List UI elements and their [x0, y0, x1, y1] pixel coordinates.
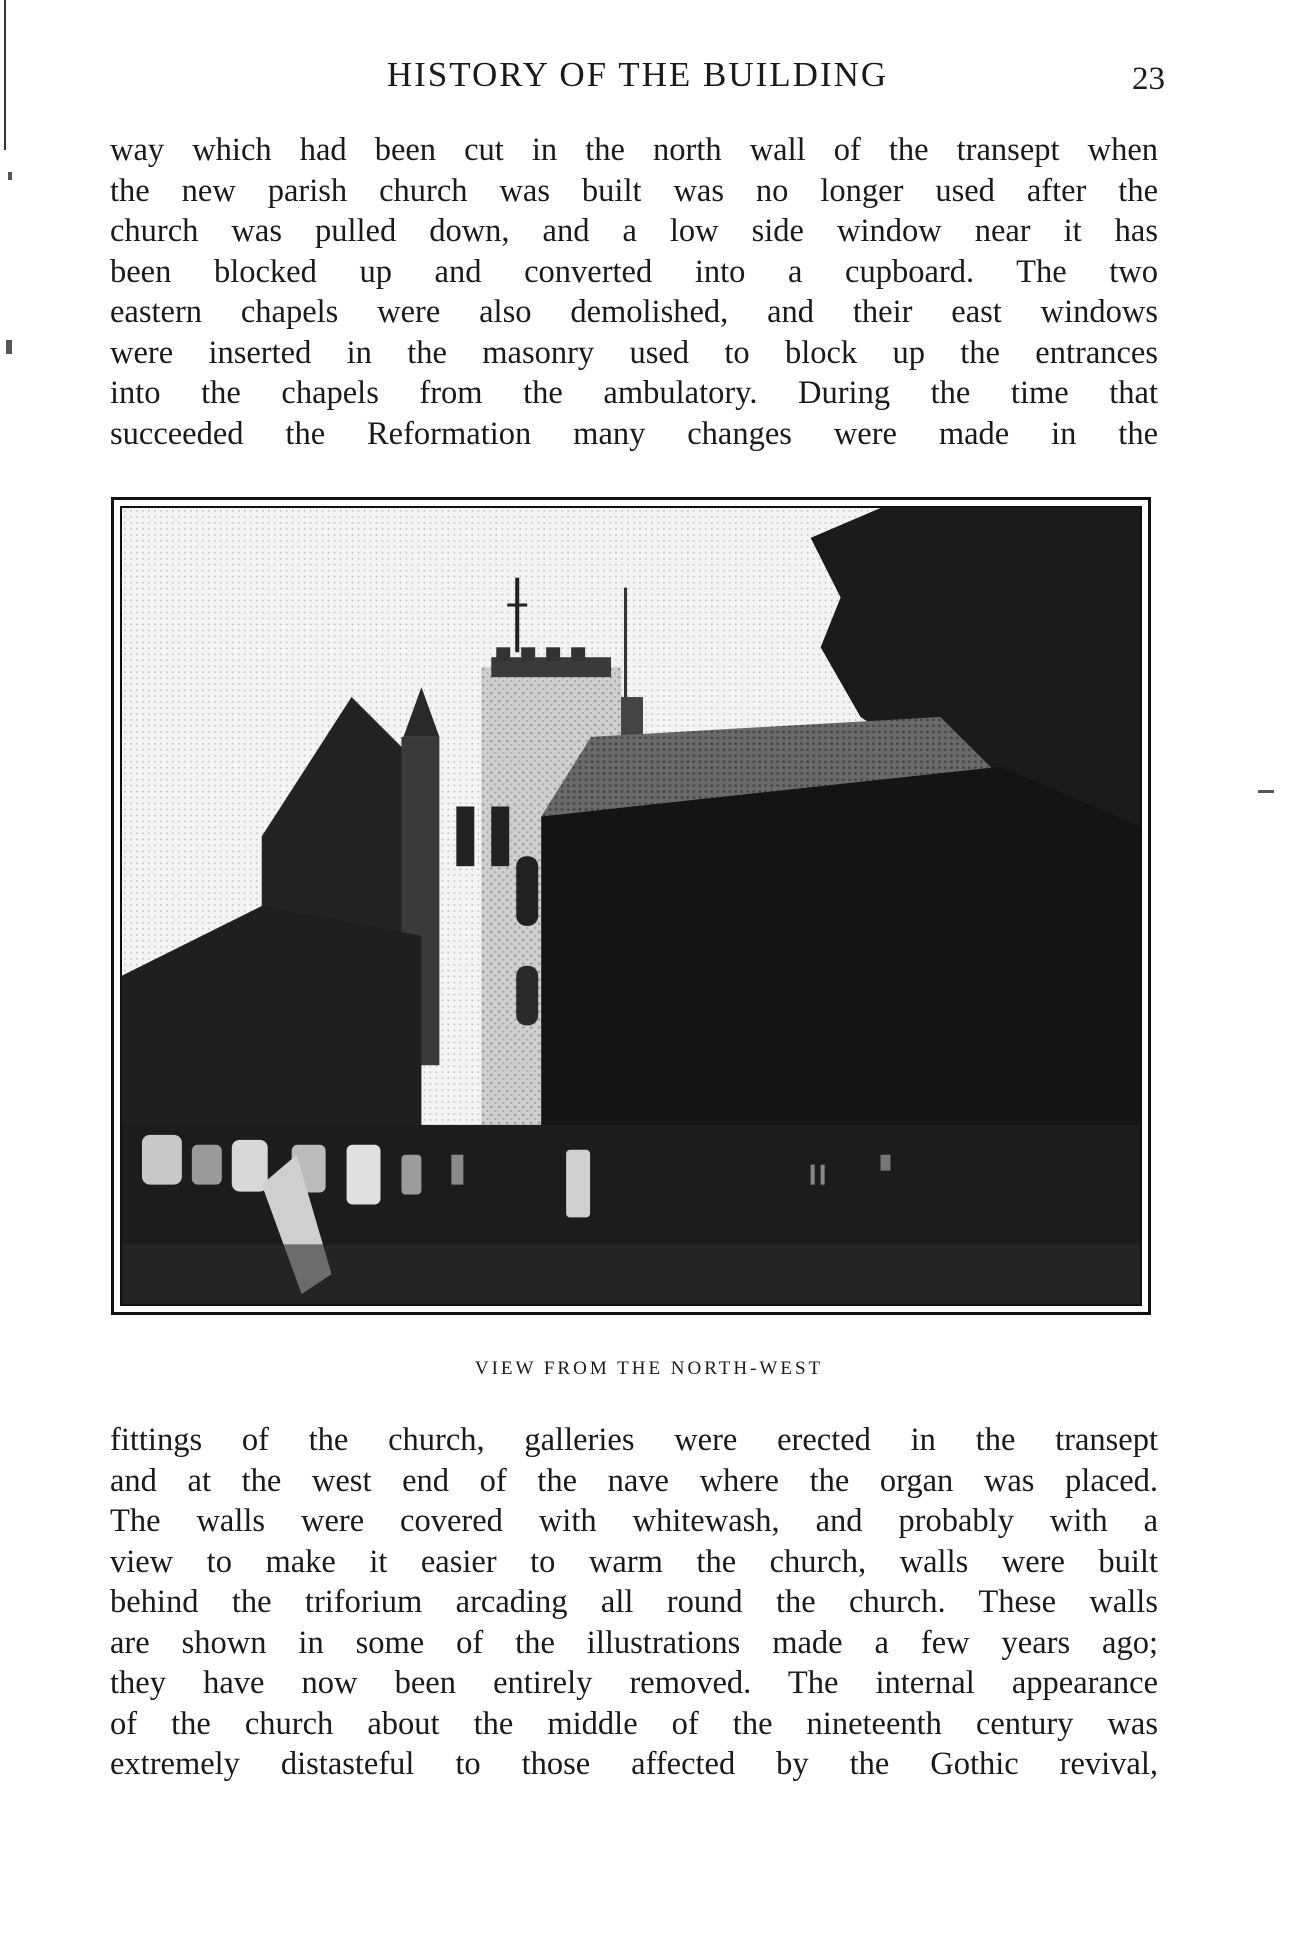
text-line: the new parish church was built was no longer used after the — [110, 172, 1158, 209]
text-line: extremely distasteful to those affected by the Gothic revival, — [110, 1746, 1158, 1782]
text-line: fittings of the church, galleries were erected in the transept — [110, 1422, 1158, 1458]
text-line: behind the triforium arcading all round the church. These walls — [110, 1584, 1158, 1620]
page-number: 23 — [1132, 61, 1165, 97]
text-line: and at the west end of the nave where the organ was placed. — [110, 1462, 1158, 1499]
text-line: succeeded the Reformation many changes were made in the — [110, 415, 1158, 452]
text-line: been blocked up and converted into a cupboard. The two — [110, 253, 1158, 290]
text-line: view to make it easier to warm the church, walls were built — [110, 1543, 1158, 1580]
text-line: of the church about the middle of the nineteenth century was — [110, 1705, 1158, 1742]
body-paragraph-bottom — [110, 1420, 1158, 1785]
scan-speck — [6, 340, 12, 354]
text-line: church was pulled down, and a low side window near it has — [110, 213, 1158, 249]
scan-margin-rule — [4, 0, 6, 150]
text-line: way which had been cut in the north wall of the transept when — [110, 132, 1158, 168]
running-head — [110, 55, 1165, 105]
text-line: The walls were covered with whitewash, and probably with a — [110, 1503, 1158, 1539]
church-photo-illustration — [122, 508, 1140, 1304]
text-line: are shown in some of the illustrations made a few years ago; — [110, 1624, 1158, 1661]
scan-speck — [1258, 790, 1274, 793]
text-line: into the chapels from the ambulatory. During the time that — [110, 375, 1158, 411]
figure-caption: VIEW FROM THE NORTH-WEST — [474, 1358, 824, 1379]
scan-speck — [8, 172, 12, 180]
text-line: they have now been entirely removed. The internal appearance — [110, 1665, 1158, 1701]
text-line: were inserted in the masonry used to block up the entrances — [110, 334, 1158, 371]
text-line: eastern chapels were also demolished, and their east windows — [110, 294, 1158, 330]
running-title: HISTORY OF THE BUILDING — [386, 55, 889, 94]
church-photograph — [111, 497, 1151, 1315]
body-paragraph-top — [110, 130, 1158, 454]
